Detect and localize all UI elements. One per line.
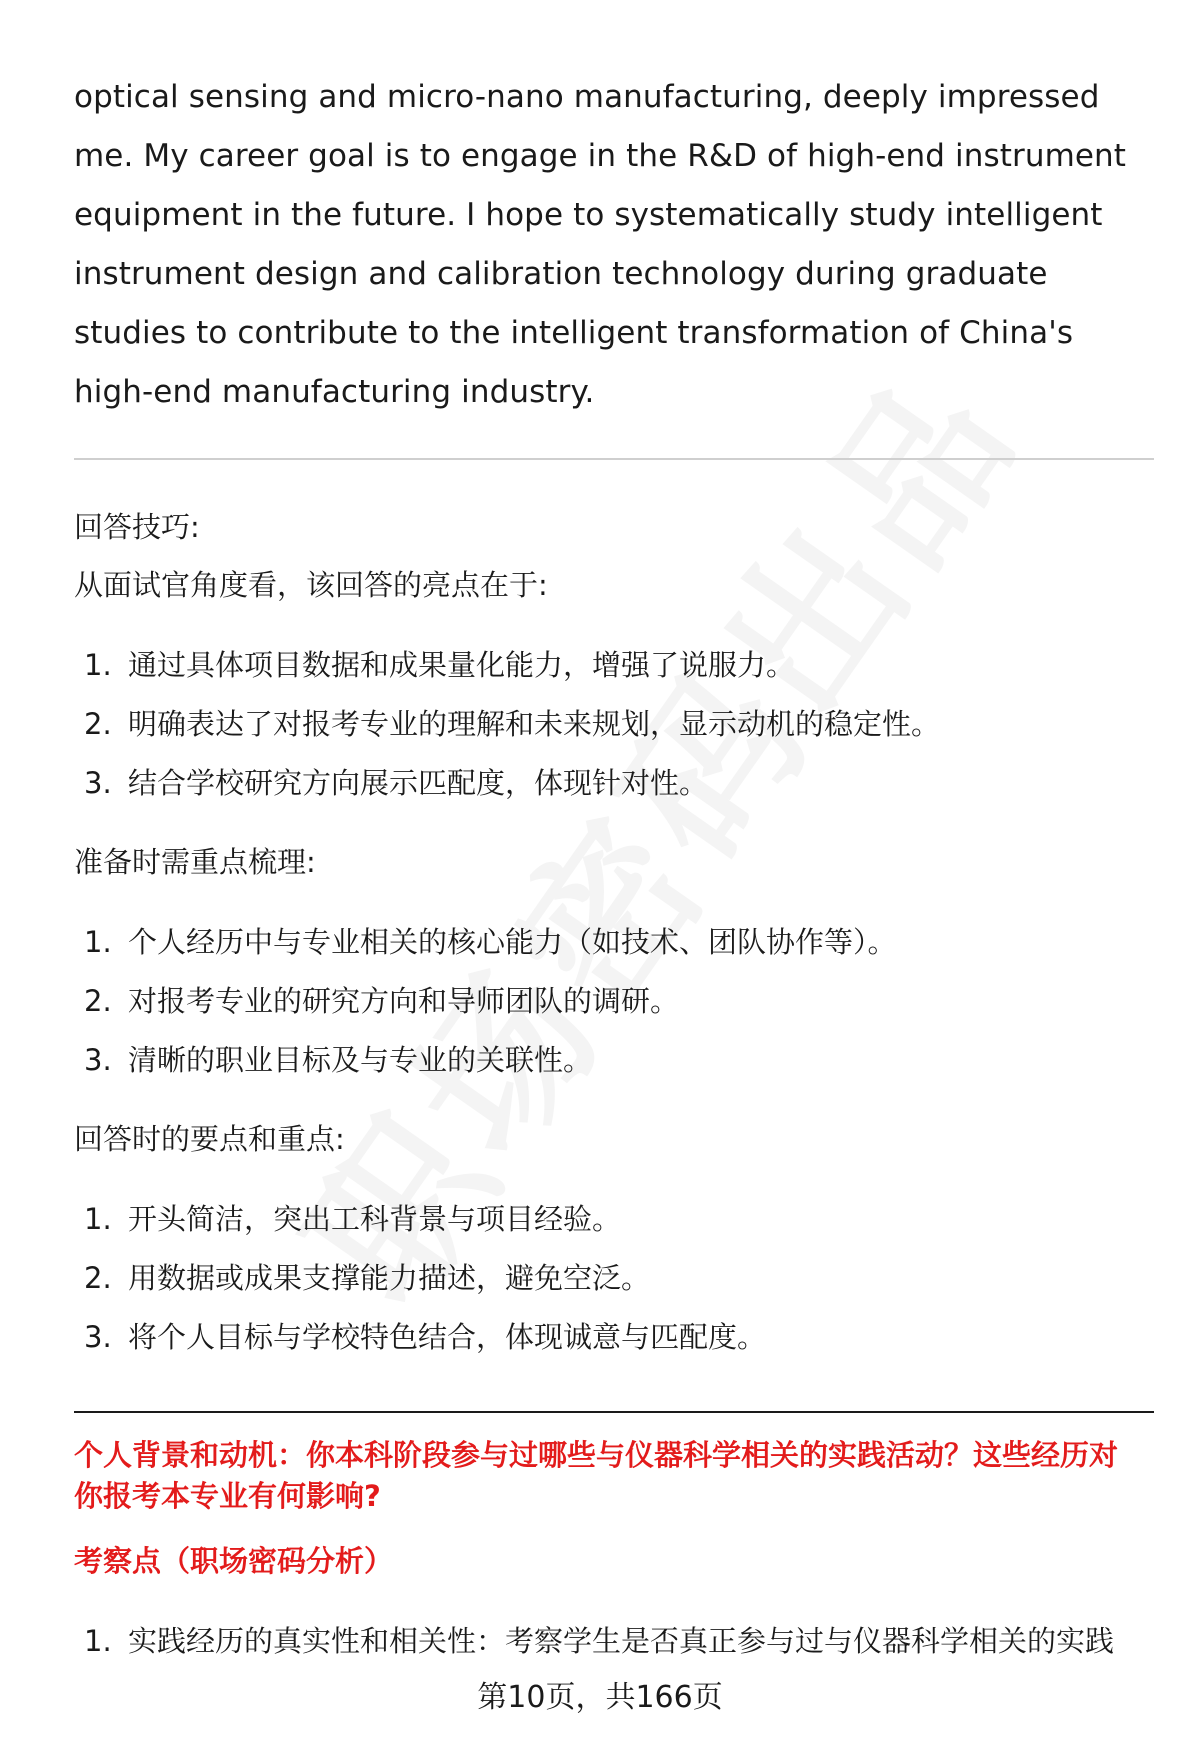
- focus-title: 考察点（职场密码分析）: [74, 1544, 394, 1578]
- list-item: 1. 个人经历中与专业相关的核心能力（如技术、团队协作等）。: [84, 925, 897, 959]
- list-item: 1. 开头简洁，突出工科背景与项目经验。: [84, 1202, 622, 1236]
- list-item: 1. 通过具体项目数据和成果量化能力，增强了说服力。: [84, 648, 796, 682]
- document-page: [74, 68, 1154, 1671]
- list-item: 2. 明确表达了对报考专业的理解和未来规划，显示动机的稳定性。: [84, 707, 941, 741]
- list-item: 3. 清晰的职业目标及与专业的关联性。: [84, 1043, 593, 1077]
- list-item: 3. 将个人目标与学校特色结合，体现诚意与匹配度。: [84, 1320, 767, 1354]
- tips-title: 回答技巧:: [74, 510, 200, 544]
- page-number: 第10页，共166页: [477, 1680, 723, 1715]
- list-item: 1. 实践经历的真实性和相关性：考察学生是否真正参与过与仪器科学相关的实践: [84, 1624, 1115, 1658]
- focus-list: [74, 1612, 1154, 1671]
- prep-list: [74, 913, 1154, 1090]
- list-item: 3. 结合学校研究方向展示匹配度，体现针对性。: [84, 766, 709, 800]
- list-item: 2. 用数据或成果支撑能力描述，避免空泛。: [84, 1261, 651, 1295]
- highlights-list: [74, 636, 1154, 813]
- answer-title: 回答时的要点和重点:: [74, 1122, 345, 1156]
- tips-subtitle: 从面试官角度看，该回答的亮点在于:: [74, 568, 548, 602]
- list-item: 2. 对报考专业的研究方向和导师团队的调研。: [84, 984, 680, 1018]
- intro-paragraph: optical sensing and micro-nano manufacturing, deeply impressed me. My career goal is to engage in the R&D of high-end instrument equipment in the future. I hope to systematically study intelligent instrument design and calibration technology during graduate studies to contribute to the intelligent transformation of China's high-end manufacturing industry.: [74, 79, 1127, 410]
- question-heading: 个人背景和动机：你本科阶段参与过哪些与仪器科学相关的实践活动？这些经历对 你报考本专业有何影响?: [74, 1438, 1119, 1513]
- answer-list: [74, 1190, 1154, 1367]
- prep-title: 准备时需重点梳理:: [74, 845, 316, 879]
